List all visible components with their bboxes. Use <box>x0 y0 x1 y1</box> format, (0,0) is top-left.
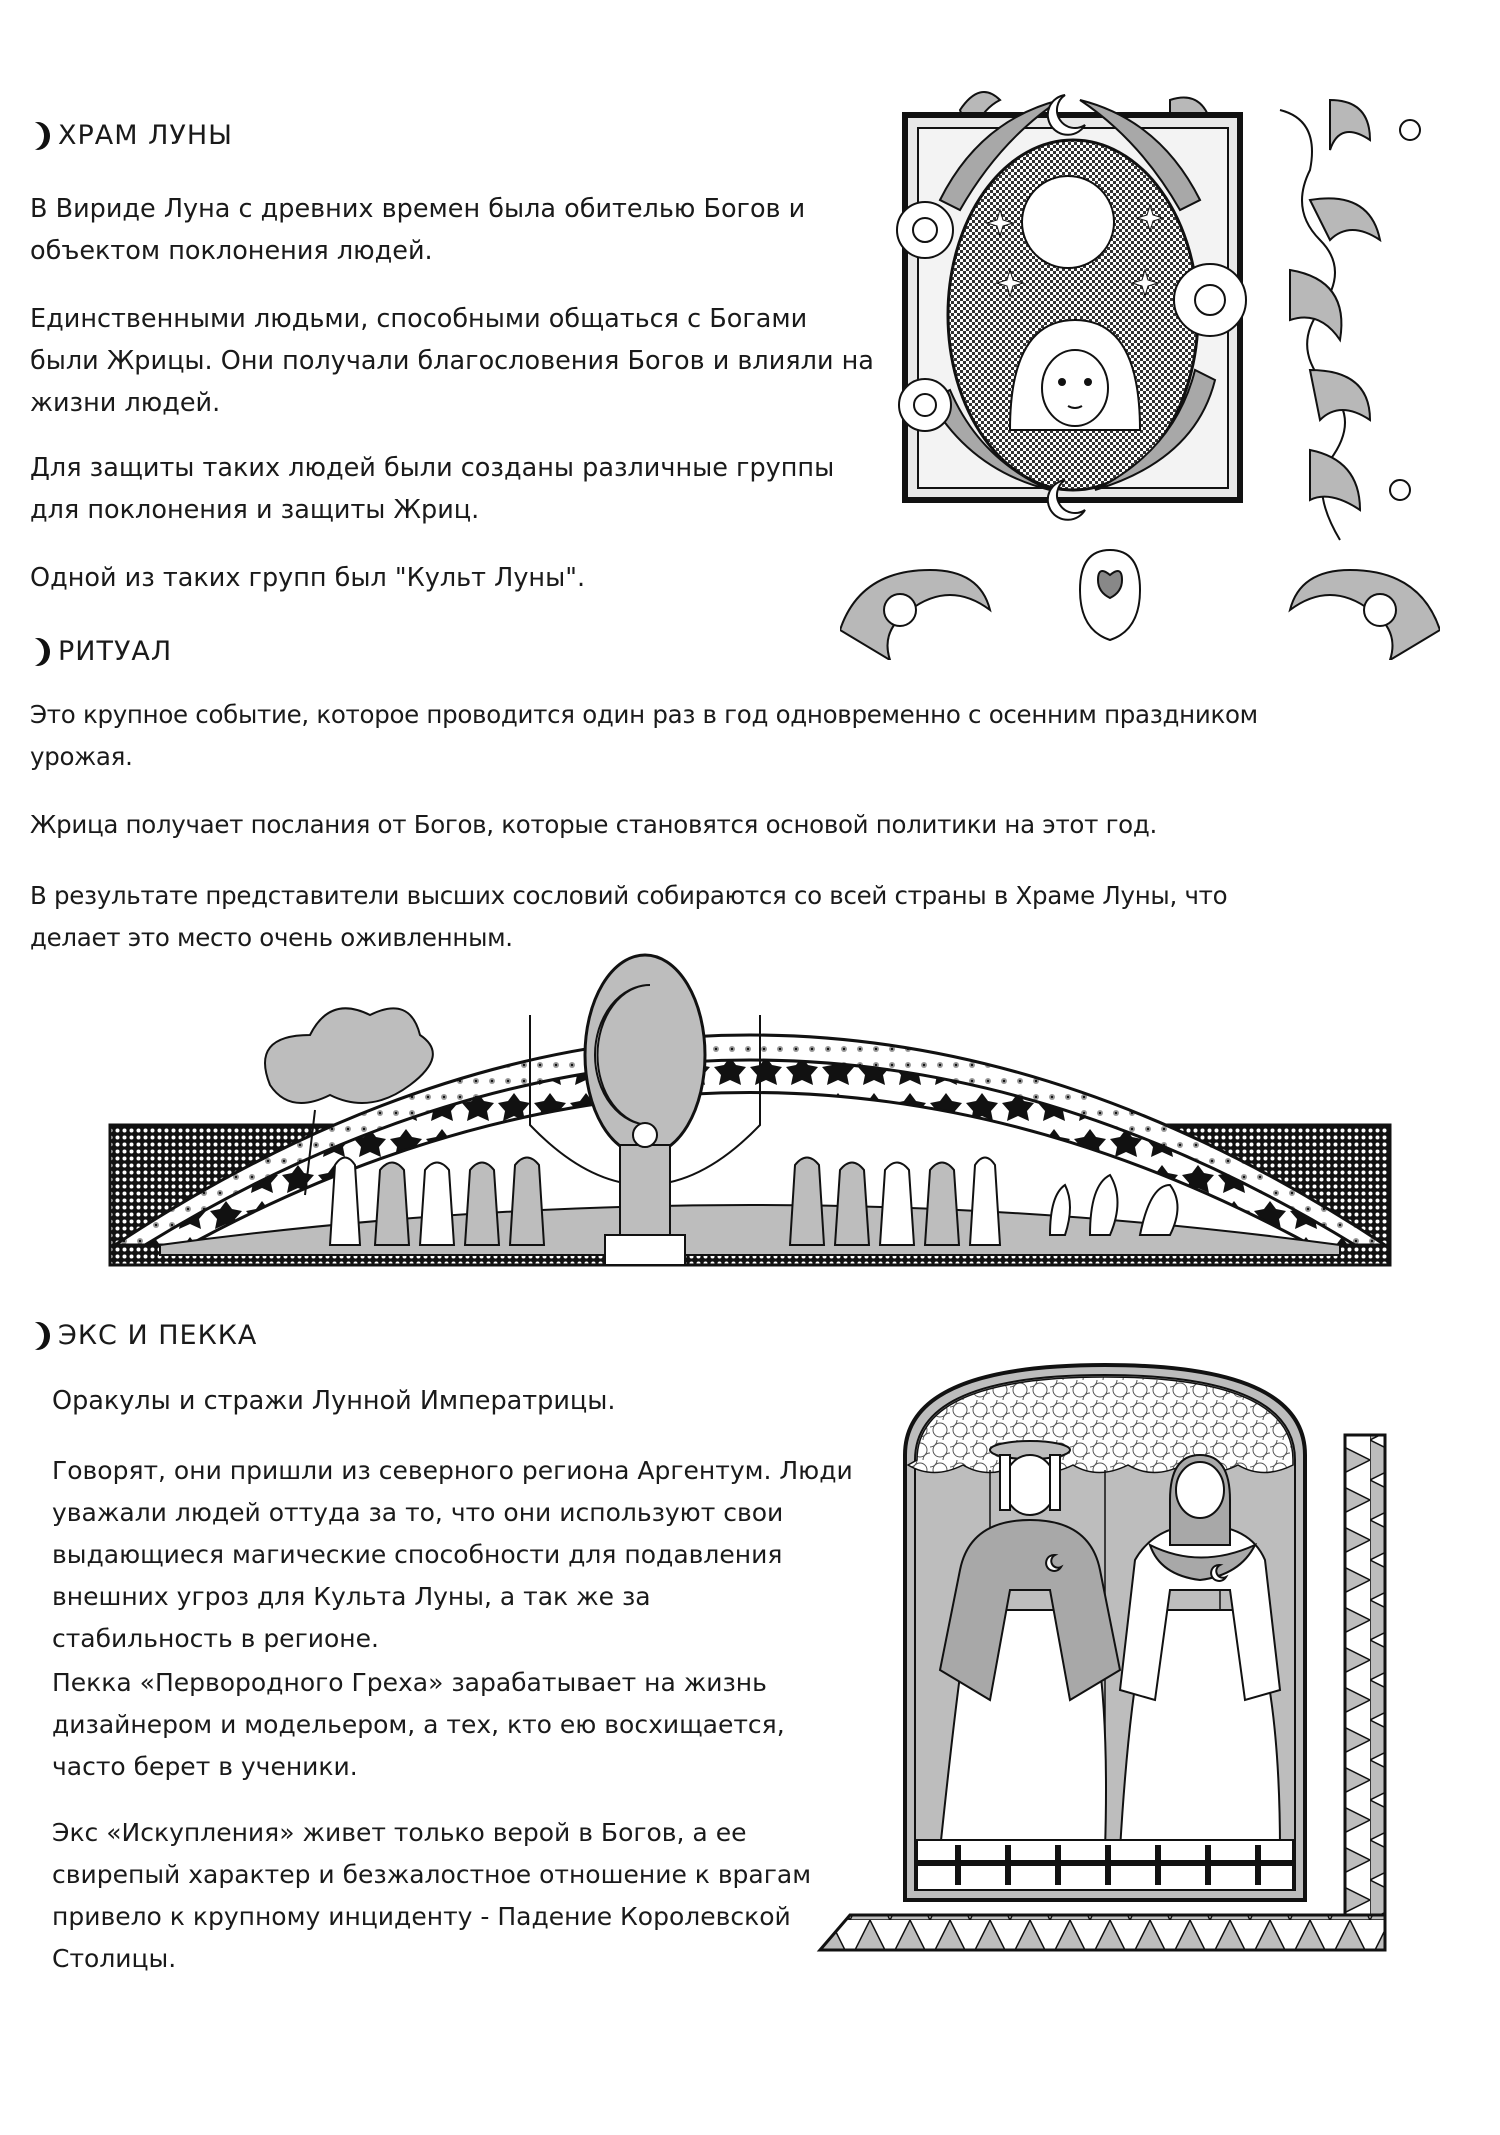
text-line: часто берет в ученики. <box>52 1752 358 1781</box>
text-line: свирепый характер и безжалостное отношение к врагам <box>52 1860 812 1889</box>
text-line: привело к крупному инциденту - Падение Королевской <box>52 1902 791 1931</box>
text-line: Жрица получает послания от Богов, которые становятся основой политики на этот год. <box>30 810 1157 839</box>
heading-text: ХРАМ ЛУНЫ <box>58 120 234 151</box>
text-line: Говорят, они пришли из северного региона Аргентум. Люди <box>52 1456 853 1485</box>
text-line: выдающиеся магические способности для подавления <box>52 1540 783 1569</box>
section-heading-ritual <box>30 636 172 667</box>
heading-text: ЭКС И ПЕККА <box>58 1320 258 1351</box>
text-line: внешних угроз для Культа Луны, а так же за <box>52 1582 651 1611</box>
paragraph <box>30 804 1157 846</box>
priestess-illustration <box>840 70 1440 660</box>
crescent-moon-icon <box>30 1322 44 1350</box>
text-line: уважали людей оттуда за то, что они используют свои <box>52 1498 784 1527</box>
text-line: В Вириде Луна с древних времен была обителью Богов и <box>30 194 806 224</box>
text-line: урожая. <box>30 742 133 771</box>
text-line: были Жрицы. Они получали благословения Богов и влияли на <box>30 346 874 376</box>
crescent-moon-icon <box>30 638 44 666</box>
text-line: жизни людей. <box>30 388 221 418</box>
text-line: стабильность в регионе. <box>52 1624 379 1653</box>
text-line: Оракулы и стражи Лунной Императрицы. <box>52 1386 616 1416</box>
heading-text: РИТУАЛ <box>58 636 173 667</box>
paragraph <box>30 694 1258 778</box>
text-line: Пекка «Первородного Греха» зарабатывает на жизнь <box>52 1668 767 1697</box>
text-line: для поклонения и защиты Жриц. <box>30 495 480 525</box>
text-line: В результате представители высших сословий собираются со всей страны в Храме Луны, что <box>30 881 1228 910</box>
ex-and-pekka-illustration <box>810 1360 1410 2000</box>
paragraph <box>52 1662 785 1788</box>
text-line: Это крупное событие, которое проводится один раз в год одновременно с осенним праздником <box>30 700 1258 729</box>
paragraph <box>52 1450 853 1660</box>
paragraph <box>30 188 805 272</box>
ritual-banner-illustration <box>100 945 1400 1275</box>
section-heading-moon-temple <box>30 120 233 151</box>
text-line: Столицы. <box>52 1944 177 1973</box>
text-line: Для защиты таких людей были созданы различные группы <box>30 453 835 483</box>
text-line: Единственными людьми, способными общаться с Богами <box>30 304 808 334</box>
section-heading-ex-and-pekka <box>30 1320 257 1351</box>
text-line: делает это место очень оживленным. <box>30 923 513 952</box>
text-line: дизайнером и модельером, а тех, кто ею восхищается, <box>52 1710 785 1739</box>
text-line: Одной из таких групп был "Культ Луны". <box>30 563 586 593</box>
paragraph <box>30 298 874 424</box>
paragraph <box>52 1812 811 1980</box>
paragraph <box>30 557 585 599</box>
text-line: объектом поклонения людей. <box>30 236 433 266</box>
text-line: Экс «Искупления» живет только верой в Богов, а ее <box>52 1818 747 1847</box>
crescent-moon-icon <box>30 122 44 150</box>
paragraph <box>52 1380 616 1422</box>
paragraph <box>30 447 834 531</box>
